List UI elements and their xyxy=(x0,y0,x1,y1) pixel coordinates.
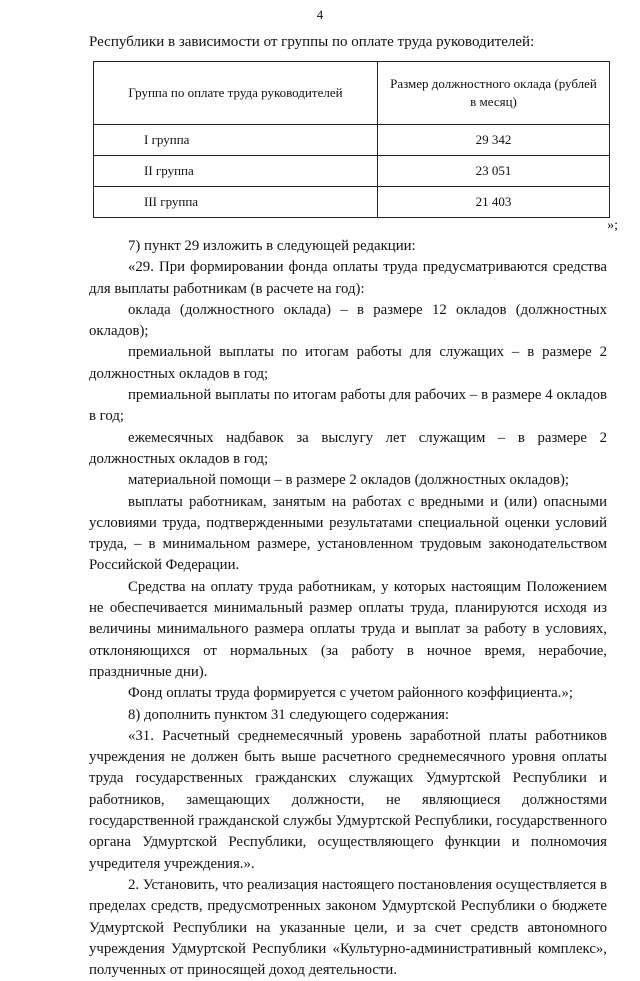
paragraph: выплаты работникам, занятым на работах с вредными и (или) опасными условиями труда, подтвержденными результатами специальной оценки условий труда, – в минимальном размере, установленном трудовым законодательством Российской Федерации. xyxy=(89,493,607,574)
group-cell: II группа xyxy=(94,156,378,187)
paragraph: премиальной выплаты по итогам работы для рабочих – в размере 4 окладов в год; xyxy=(89,387,607,425)
table-row xyxy=(94,187,610,218)
paragraph: 8) дополнить пунктом 31 следующего содержания: xyxy=(128,706,450,723)
table-row xyxy=(94,125,610,156)
header-group: Группа по оплате труда руководителей xyxy=(94,62,378,125)
salary-cell: 29 342 xyxy=(378,125,610,156)
table-header-row xyxy=(94,62,610,125)
salary-table xyxy=(93,61,610,218)
paragraph: материальной помощи – в размере 2 окладов (должностных окладов); xyxy=(128,472,570,489)
paragraph: 7) пункт 29 изложить в следующей редакции: xyxy=(128,238,416,254)
salary-cell: 23 051 xyxy=(378,156,610,187)
paragraph: премиальной выплаты по итогам работы для служащих – в размере 2 должностных окладов в год; xyxy=(89,344,607,382)
paragraph: ежемесячных надбавок за выслугу лет служащим – в размере 2 должностных окладов в год; xyxy=(89,429,607,467)
paragraph: 2. Установить, что реализация настоящего постановления осуществляется в пределах средств, предусмотренных законом Удмуртской Республики о бюджете Удмуртской Республики на указанные цели, и за счет средств автономного учреждения Удмуртской Республики «Культурно-административный комплекс», полученных от приносящей доход деятельности. xyxy=(89,876,607,979)
paragraph: «29. При формировании фонда оплаты труда предусматриваются средства для выплаты работникам (в расчете на год): xyxy=(89,259,607,297)
group-cell: III группа xyxy=(94,187,378,218)
group-cell: I группа xyxy=(94,125,378,156)
document-body xyxy=(89,236,607,981)
table-caption: Республики в зависимости от группы по оплате труда руководителей: xyxy=(89,34,535,50)
paragraph: оклада (должностного оклада) – в размере 12 окладов (должностных окладов); xyxy=(89,301,607,340)
paragraph: Фонд оплаты труда формируется с учетом районного коэффициента.»; xyxy=(128,685,573,702)
table-row xyxy=(94,156,610,187)
salary-cell: 21 403 xyxy=(378,187,610,218)
table-closing-quote: »; xyxy=(607,218,618,233)
paragraph: «31. Расчетный среднемесячный уровень заработной платы работников учреждения не должен быть выше расчетного среднемесячного уровня оплаты труда государственных гражданских служащих Удмуртской Республики и работников, замещающих должности, не являющиеся должностями государственной гражданской службы Удмуртской Республики, государственного органа Удмуртской Республики, осуществляющего функции и полномочия учредителя учреждения.». xyxy=(89,727,607,872)
paragraph: Средства на оплату труда работникам, у которых настоящим Положением не обеспечивается минимальный размер оплаты труда, планируются исходя из величины минимального размера оплаты труда и выплат за работу в условиях, отклоняющихся от нормальных (за работу в ночное время, нерабочие, праздничные дни). xyxy=(89,578,607,680)
header-salary: Размер должностного оклада (рублей в месяц) xyxy=(378,62,610,125)
page-number: 4 xyxy=(316,7,324,22)
